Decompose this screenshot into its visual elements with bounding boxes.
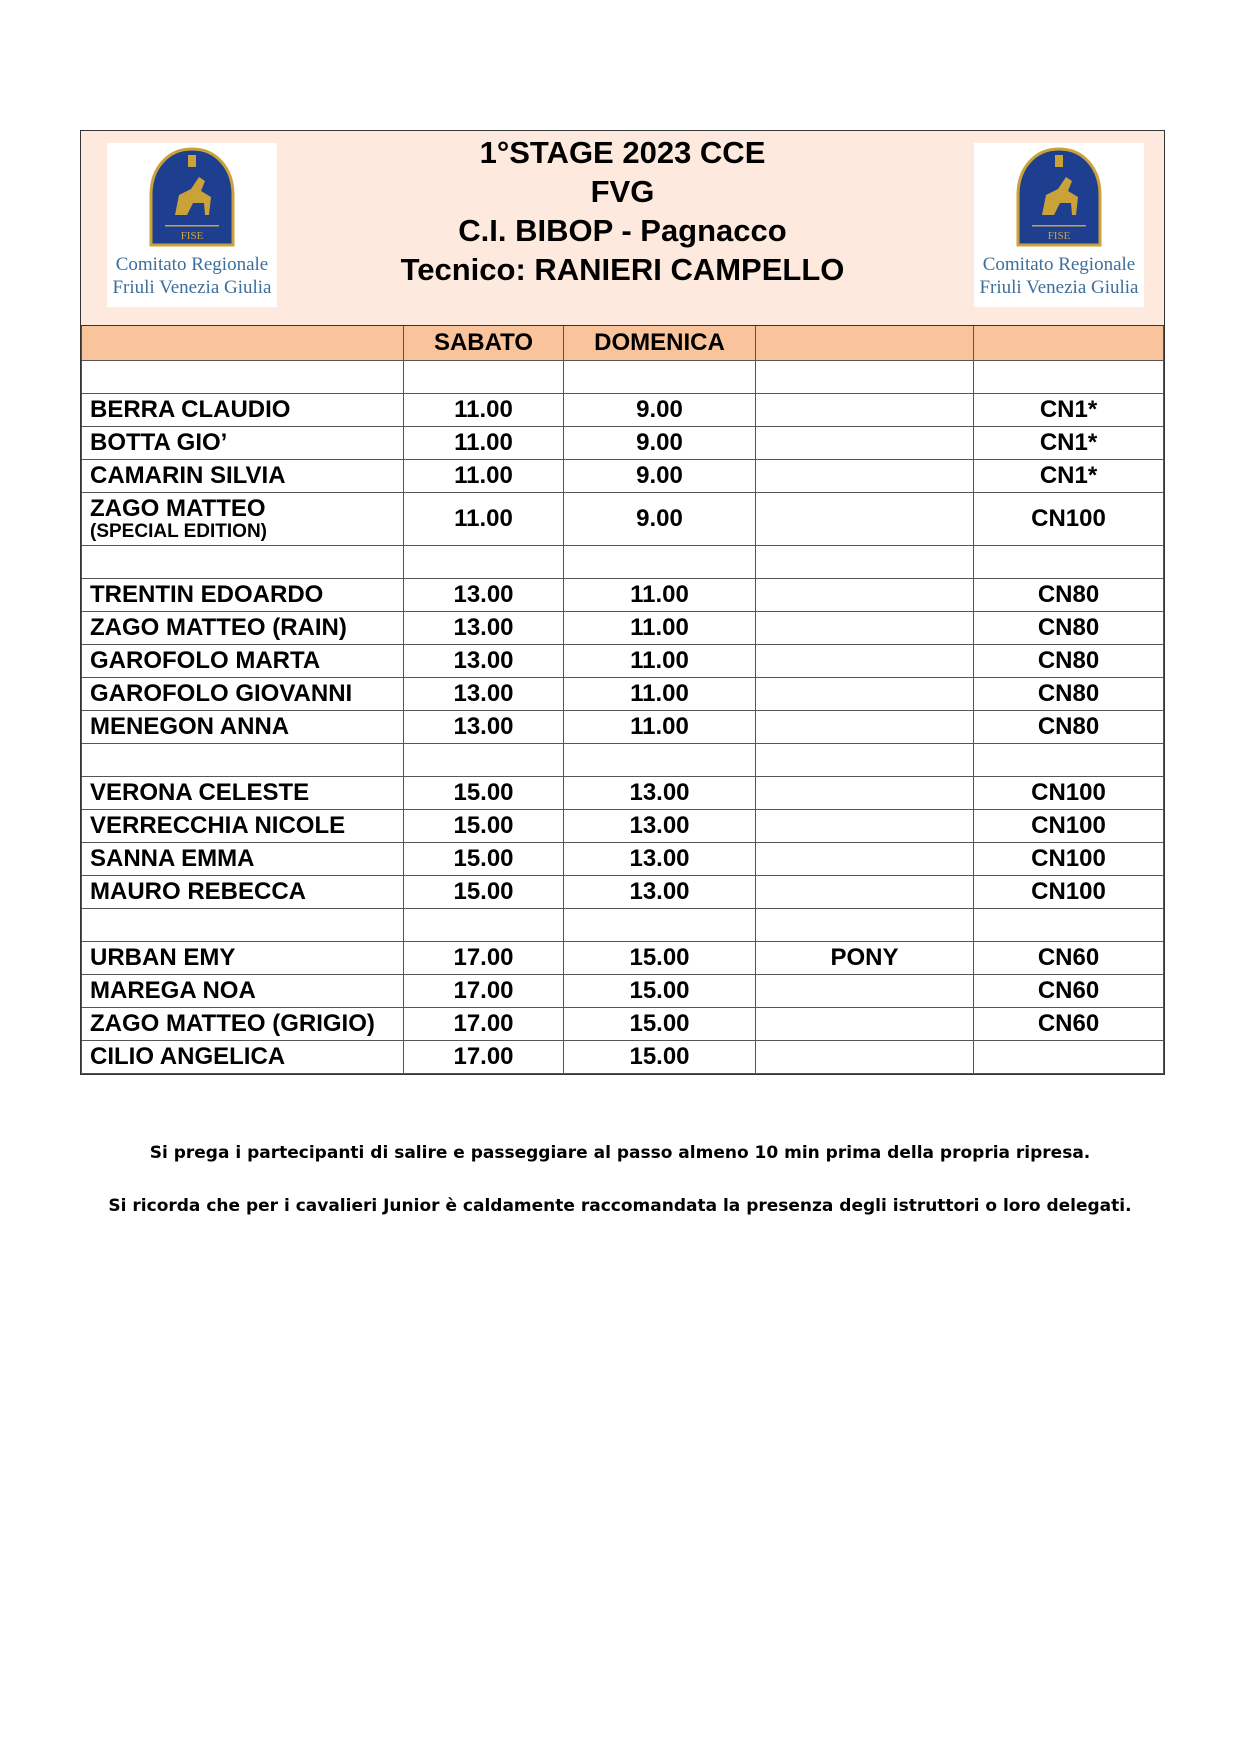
table-row — [82, 426, 1164, 459]
sabato-time-cell: 15.00 — [404, 842, 564, 875]
sabato-time-cell: 11.00 — [404, 393, 564, 426]
empty-cell — [564, 360, 756, 393]
domenica-time-cell: 9.00 — [564, 459, 756, 492]
note-cell — [756, 809, 974, 842]
class-cell: CN100 — [974, 776, 1164, 809]
rider-name-cell: TRENTIN EDOARDO — [82, 578, 404, 611]
empty-cell — [404, 908, 564, 941]
note-cell — [756, 611, 974, 644]
fise-logo-right — [974, 143, 1144, 307]
sabato-time-cell: 15.00 — [404, 809, 564, 842]
table-row — [82, 809, 1164, 842]
sabato-time-cell: 13.00 — [404, 611, 564, 644]
page-title — [281, 133, 964, 289]
table-row — [82, 644, 1164, 677]
domenica-time-cell: 15.00 — [564, 941, 756, 974]
class-cell: CN60 — [974, 1007, 1164, 1040]
sabato-time-cell: 15.00 — [404, 875, 564, 908]
domenica-time-cell: 15.00 — [564, 974, 756, 1007]
empty-cell — [564, 545, 756, 578]
title-line: C.I. BIBOP - Pagnacco — [458, 213, 787, 248]
class-cell: CN60 — [974, 974, 1164, 1007]
class-cell: CN1* — [974, 426, 1164, 459]
rider-name-cell: GAROFOLO MARTA — [82, 644, 404, 677]
domenica-time-cell: 11.00 — [564, 710, 756, 743]
table-row — [82, 941, 1164, 974]
class-cell: CN1* — [974, 459, 1164, 492]
class-cell: CN100 — [974, 842, 1164, 875]
schedule-sheet — [80, 130, 1165, 1075]
class-cell: CN80 — [974, 644, 1164, 677]
class-cell: CN80 — [974, 677, 1164, 710]
rider-name-cell: MAURO REBECCA — [82, 875, 404, 908]
fise-shield-icon — [1014, 145, 1104, 249]
column-header-sabato: SABATO — [404, 326, 564, 360]
column-header-domenica: DOMENICA — [564, 326, 756, 360]
sabato-time-cell: 13.00 — [404, 710, 564, 743]
logo-org-line1: Comitato Regionale — [115, 254, 269, 275]
empty-cell — [404, 743, 564, 776]
rider-name-cell: ZAGO MATTEO (RAIN) — [82, 611, 404, 644]
empty-cell — [756, 545, 974, 578]
empty-cell — [404, 360, 564, 393]
sabato-time-cell: 13.00 — [404, 644, 564, 677]
note-cell — [756, 1040, 974, 1073]
column-header — [756, 326, 974, 360]
empty-cell — [756, 908, 974, 941]
domenica-time-cell: 11.00 — [564, 677, 756, 710]
note-cell: PONY — [756, 941, 974, 974]
class-cell: CN1* — [974, 393, 1164, 426]
rider-name-cell: SANNA EMMA — [82, 842, 404, 875]
fise-logo-left — [107, 143, 277, 307]
domenica-time-cell: 9.00 — [564, 393, 756, 426]
empty-cell — [974, 360, 1164, 393]
table-row — [82, 1007, 1164, 1040]
logo-org-line1: Comitato Regionale — [982, 254, 1136, 275]
title-line: Tecnico: RANIERI CAMPELLO — [400, 252, 845, 287]
table-row — [82, 459, 1164, 492]
note-cell — [756, 875, 974, 908]
note-cell — [756, 710, 974, 743]
sabato-time-cell: 17.00 — [404, 1007, 564, 1040]
note-warmup: Si prega i partecipanti di salire e passeggiare al passo almeno 10 min prima della propria ripresa. — [149, 1143, 1091, 1163]
schedule-header — [81, 131, 1164, 326]
class-cell: CN80 — [974, 611, 1164, 644]
domenica-time-cell: 13.00 — [564, 875, 756, 908]
sabato-time-cell: 17.00 — [404, 1040, 564, 1073]
domenica-time-cell: 15.00 — [564, 1040, 756, 1073]
rider-name-cell — [82, 492, 404, 545]
spacer-row — [82, 908, 1164, 941]
sabato-time-cell: 11.00 — [404, 492, 564, 545]
sabato-time-cell: 13.00 — [404, 677, 564, 710]
note-cell — [756, 677, 974, 710]
empty-cell — [974, 743, 1164, 776]
note-cell — [756, 974, 974, 1007]
class-cell: CN80 — [974, 578, 1164, 611]
domenica-time-cell: 9.00 — [564, 492, 756, 545]
table-row — [82, 611, 1164, 644]
note-junior: Si ricorda che per i cavalieri Junior è caldamente raccomandata la presenza degli istruttori o loro delegati. — [108, 1196, 1132, 1216]
spacer-row — [82, 545, 1164, 578]
rider-name-cell: MAREGA NOA — [82, 974, 404, 1007]
class-cell: CN100 — [974, 875, 1164, 908]
title-line: 1°STAGE 2023 CCE — [479, 135, 766, 170]
empty-cell — [974, 908, 1164, 941]
logo-org-name — [979, 253, 1138, 299]
note-cell — [756, 842, 974, 875]
column-header — [82, 326, 404, 360]
empty-cell — [564, 908, 756, 941]
empty-cell — [82, 545, 404, 578]
table-row — [82, 776, 1164, 809]
table-header-row — [82, 326, 1164, 360]
domenica-time-cell: 11.00 — [564, 611, 756, 644]
spacer-row — [82, 743, 1164, 776]
note-cell — [756, 459, 974, 492]
table-row — [82, 875, 1164, 908]
logo-org-line2: Friuli Venezia Giulia — [979, 277, 1139, 298]
empty-cell — [756, 360, 974, 393]
logo-org-line2: Friuli Venezia Giulia — [112, 277, 272, 298]
empty-cell — [82, 743, 404, 776]
class-cell: CN100 — [974, 809, 1164, 842]
table-row — [82, 710, 1164, 743]
table-row — [82, 393, 1164, 426]
class-cell — [974, 1040, 1164, 1073]
table-row — [82, 578, 1164, 611]
empty-cell — [404, 545, 564, 578]
note-cell — [756, 393, 974, 426]
note-cell — [756, 578, 974, 611]
note-cell — [756, 776, 974, 809]
rider-name: ZAGO MATTEO — [90, 494, 266, 522]
class-cell: CN100 — [974, 492, 1164, 545]
rider-name-cell: CAMARIN SILVIA — [82, 459, 404, 492]
sabato-time-cell: 17.00 — [404, 974, 564, 1007]
schedule-table — [81, 326, 1164, 1074]
domenica-time-cell: 9.00 — [564, 426, 756, 459]
sabato-time-cell: 15.00 — [404, 776, 564, 809]
note-cell — [756, 644, 974, 677]
class-cell: CN80 — [974, 710, 1164, 743]
fise-shield-icon — [147, 145, 237, 249]
table-row — [82, 492, 1164, 545]
empty-cell — [564, 743, 756, 776]
rider-name-cell: URBAN EMY — [82, 941, 404, 974]
empty-cell — [82, 360, 404, 393]
rider-name-cell: BOTTA GIO’ — [82, 426, 404, 459]
spacer-row — [82, 360, 1164, 393]
logo-org-name — [112, 253, 271, 299]
class-cell: CN60 — [974, 941, 1164, 974]
rider-name-cell: VERONA CELESTE — [82, 776, 404, 809]
logo-badge-text: FISE — [180, 230, 204, 242]
column-header — [974, 326, 1164, 360]
rider-name-cell: VERRECCHIA NICOLE — [82, 809, 404, 842]
empty-cell — [974, 545, 1164, 578]
empty-cell — [756, 743, 974, 776]
rider-name-cell: MENEGON ANNA — [82, 710, 404, 743]
rider-name-cell: GAROFOLO GIOVANNI — [82, 677, 404, 710]
empty-cell — [82, 908, 404, 941]
note-cell — [756, 1007, 974, 1040]
table-row — [82, 1040, 1164, 1073]
note-cell — [756, 426, 974, 459]
sabato-time-cell: 11.00 — [404, 459, 564, 492]
table-row — [82, 974, 1164, 1007]
sabato-time-cell: 11.00 — [404, 426, 564, 459]
sabato-time-cell: 17.00 — [404, 941, 564, 974]
rider-subtitle: (SPECIAL EDITION) — [90, 520, 267, 542]
domenica-time-cell: 15.00 — [564, 1007, 756, 1040]
note-cell — [756, 492, 974, 545]
sabato-time-cell: 13.00 — [404, 578, 564, 611]
domenica-time-cell: 11.00 — [564, 578, 756, 611]
table-row — [82, 842, 1164, 875]
rider-name-cell: CILIO ANGELICA — [82, 1040, 404, 1073]
rider-name-cell: ZAGO MATTEO (GRIGIO) — [82, 1007, 404, 1040]
domenica-time-cell: 13.00 — [564, 842, 756, 875]
domenica-time-cell: 13.00 — [564, 809, 756, 842]
logo-badge-text: FISE — [1047, 230, 1071, 242]
schedule-table-body — [82, 326, 1164, 1073]
table-row — [82, 677, 1164, 710]
domenica-time-cell: 11.00 — [564, 644, 756, 677]
domenica-time-cell: 13.00 — [564, 776, 756, 809]
rider-name-cell: BERRA CLAUDIO — [82, 393, 404, 426]
title-line: FVG — [590, 174, 655, 209]
